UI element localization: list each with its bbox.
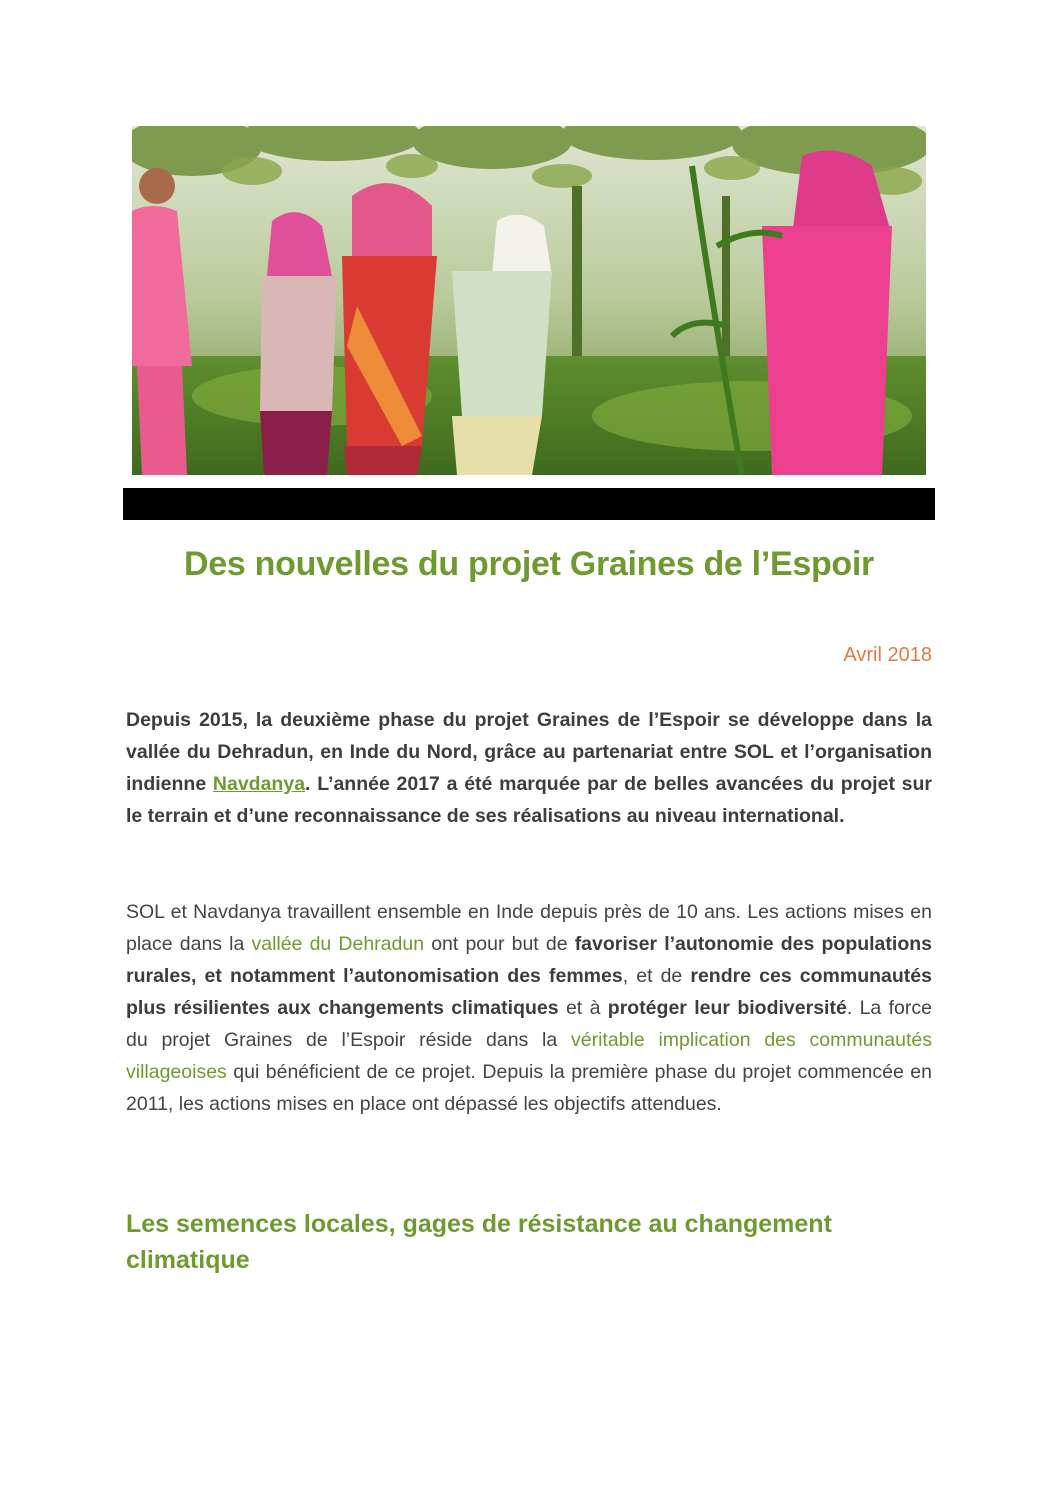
intro-text-2: . L’année 2017 a été marquée par de belles avancées du projet sur le terrain et d’une reconnaissance de ses réalisations au niveau international. [126, 773, 933, 827]
header-photo-illustration [132, 126, 926, 475]
header-photo [132, 126, 926, 475]
body-text-6: qui bénéficient de ce projet. Depuis la première phase du projet commencée en 2011, les actions mises en place ont dépassé les objectifs attendues. [126, 1061, 932, 1115]
page-title: Des nouvelles du projet Graines de l’Espoir [184, 545, 874, 583]
body-bold-3: protéger leur biodiversité [607, 997, 847, 1019]
link-vallee-dehradun[interactable]: vallée du Dehradun [251, 933, 425, 955]
body-text-4: et à [558, 997, 608, 1019]
header-band [123, 488, 935, 520]
body-text-3: , et de [622, 965, 691, 987]
intro-paragraph [126, 704, 932, 832]
body-text-2: ont pour but de [424, 933, 575, 955]
section-title: Les semences locales, gages de résistance au changement climatique [126, 1210, 832, 1274]
body-text-5: . La force du projet Graines de l’Espoir réside dans la [126, 997, 932, 1051]
publication-date: Avril 2018 [843, 644, 932, 666]
link-implication-communautes[interactable]: véritable implication des communautés villageoises [126, 1029, 932, 1083]
body-paragraph [126, 896, 932, 1120]
intro-text-1: Depuis 2015, la deuxième phase du projet Graines de l’Espoir se développe dans la vallée du Dehradun, en Inde du Nord, grâce au partenariat entre SOL et l’organisation indienne [126, 709, 932, 795]
body-bold-1: favoriser l’autonomie des populations rurales, et notamment l’autonomisation des femmes [126, 933, 932, 987]
body-text-1: SOL et Navdanya travaillent ensemble en Inde depuis près de 10 ans. Les actions mises en place dans la [126, 901, 932, 955]
body-bold-2: rendre ces communautés plus résilientes aux changements climatiques [126, 965, 932, 1019]
link-navdanya[interactable]: Navdanya [212, 773, 306, 795]
